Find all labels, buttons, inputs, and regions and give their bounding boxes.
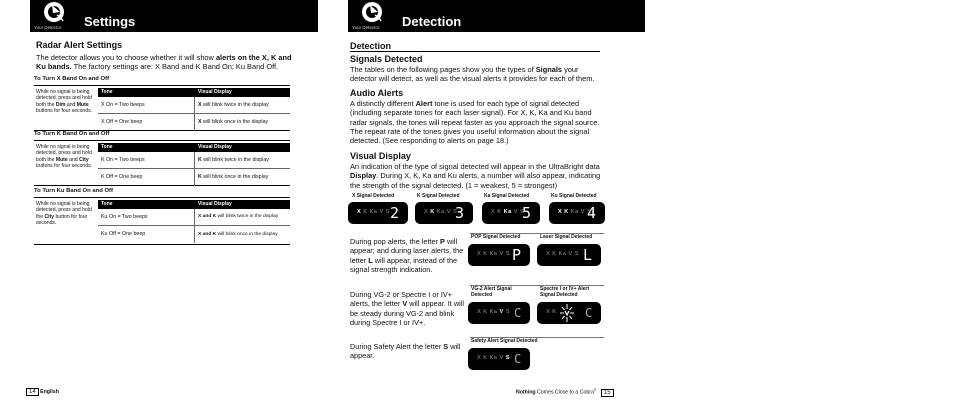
alert-caption: During pop alerts, the letter P will appear; and during laser alerts, the letter L will appear, instead of the signal strength indication. bbox=[350, 237, 464, 274]
settings-table-x bbox=[34, 76, 290, 131]
table-note: While no signal is being detected, press and hold the City button for four seconds. bbox=[36, 201, 92, 227]
table-title: To Turn Ku Band On and Off bbox=[34, 188, 290, 198]
section-title: Detection bbox=[350, 41, 600, 52]
lcd-digit: L bbox=[583, 246, 593, 264]
logo bbox=[32, 1, 76, 31]
lcd-digit: 5 bbox=[522, 204, 532, 222]
lcd-digit: C bbox=[514, 306, 522, 320]
table-row: Ku Off = One beep X and K will blink once in the display bbox=[98, 226, 290, 243]
footer-language: English bbox=[40, 389, 59, 395]
detector-icon bbox=[43, 1, 65, 23]
lcd-display: X K Ka V S C bbox=[468, 348, 530, 370]
lcd-display: X K Ka V S L bbox=[537, 244, 601, 266]
header-bar bbox=[30, 0, 318, 32]
lcd-digit: 2 bbox=[390, 204, 400, 222]
lcd-digit: C bbox=[585, 306, 593, 320]
page-right bbox=[340, 0, 645, 420]
logo-caption: Your Detector bbox=[34, 25, 62, 30]
lcd-display: X K Ka V S C bbox=[468, 302, 530, 324]
lcd-display: X K Ka V S 3 bbox=[415, 202, 473, 224]
page-number: 15 bbox=[601, 389, 614, 397]
lcd-digit: 3 bbox=[455, 204, 465, 222]
lcd-display: X K Ka V S 2 bbox=[348, 202, 408, 224]
page-number: 14 bbox=[26, 388, 39, 396]
display-label: Ka Signal Detected bbox=[484, 193, 530, 199]
table-row: K On = Two beeps K will blink twice in the display bbox=[98, 152, 290, 169]
lcd-digit: C bbox=[514, 352, 522, 366]
lcd-display: X K Ka V S P bbox=[468, 244, 530, 266]
display-label: Laser Signal Detected bbox=[540, 234, 593, 240]
table-row: X On = Two beeps X will blink twice in the display bbox=[98, 97, 290, 114]
signals-paragraph: The tables on the following pages show you the types of Signals your detector will detect, as well as the visual alerts it provides for each of them. bbox=[350, 65, 595, 84]
display-label: VG-2 Alert Signal Detected bbox=[471, 286, 512, 298]
signals-title: Signals Detected bbox=[350, 54, 423, 64]
settings-table-k bbox=[34, 131, 290, 186]
page-footer bbox=[26, 388, 59, 396]
lcd-display: X K Ka V S 5 bbox=[482, 202, 540, 224]
intro-paragraph: The detector allows you to choose whether it will show alerts on the X, K and Ku bands. The factory settings are: X Band and K Band On; Ku Band Off. bbox=[36, 53, 292, 72]
table-note: While no signal is being detected, press and hold both the Mute and City buttons for four seconds. bbox=[36, 144, 93, 170]
visual-paragraph: An indication of the type of signal detected will appear in the UltraBright data Display. During X, K, Ka and Ku alerts, a number will also appear, indicating the strength of the signal detected. (1 = weakest, 5 = strongest) bbox=[350, 162, 601, 190]
table-header: Tone Visual Display bbox=[98, 143, 290, 152]
blinking-v-icon bbox=[559, 303, 575, 323]
lcd-display: X K C bbox=[537, 302, 601, 324]
display-label: Spectre I or IV+ Alert Signal Detected bbox=[540, 286, 590, 298]
audio-title: Audio Alerts bbox=[350, 88, 404, 98]
table-row: X Off = One beep X will blink once in the display bbox=[98, 114, 290, 131]
alert-caption: During VG-2 or Spectre I or IV+ alerts, the letter V will appear. It will be steady during VG-2 and blink during Spectre I or IV+. bbox=[350, 290, 464, 327]
display-label: Ku Signal Detected bbox=[551, 193, 597, 199]
lcd-digit: 4 bbox=[587, 204, 597, 222]
page-left bbox=[0, 0, 318, 420]
table-title: To Turn K Band On and Off bbox=[34, 131, 290, 141]
lcd-digit: P bbox=[512, 246, 522, 264]
display-label: X Signal Detected bbox=[352, 193, 395, 199]
page-title: Settings bbox=[84, 14, 136, 29]
page-footer: Nothing Comes Close to a Cobra® 15 bbox=[516, 388, 614, 397]
visual-title: Visual Display bbox=[350, 151, 411, 161]
detector-icon bbox=[361, 1, 383, 23]
section-title: Radar Alert Settings bbox=[36, 40, 123, 50]
logo bbox=[350, 1, 394, 31]
table-header: Tone Visual Display bbox=[98, 200, 290, 209]
page-title: Detection bbox=[402, 14, 462, 29]
table-row: Ku On = Two beeps X and K will blink twice in the display bbox=[98, 209, 290, 226]
table-note: While no signal is being detected, press and hold both the Dim and Mute buttons for four seconds. bbox=[36, 89, 93, 115]
display-label: POP Signal Detected bbox=[471, 234, 521, 240]
table-header: Tone Visual Display bbox=[98, 88, 290, 97]
settings-table-ku bbox=[34, 188, 290, 245]
display-label: Safety Alert Signal Detected bbox=[471, 338, 538, 344]
table-row: K Off = One beep K will blink once in the display bbox=[98, 169, 290, 186]
logo-caption: Your Detector bbox=[352, 25, 380, 30]
display-label: K Signal Detected bbox=[417, 193, 460, 199]
table-title: To Turn X Band On and Off bbox=[34, 76, 290, 86]
header-bar bbox=[348, 0, 645, 32]
lcd-display: X K Ka V S 4 bbox=[549, 202, 605, 224]
audio-paragraph: A distinctly different Alert tone is used for each type of signal detected (including separate tones for each laser signal). For X, K, Ka and Ku band radar signals, the tones will repeat faster as you approach the signal source. The repeat rate of the tones gives you useful information about the signal detected. (See responding to alerts on page 18.) bbox=[350, 99, 600, 146]
alert-caption: During Safety Alert the letter S will appear. bbox=[350, 342, 461, 361]
